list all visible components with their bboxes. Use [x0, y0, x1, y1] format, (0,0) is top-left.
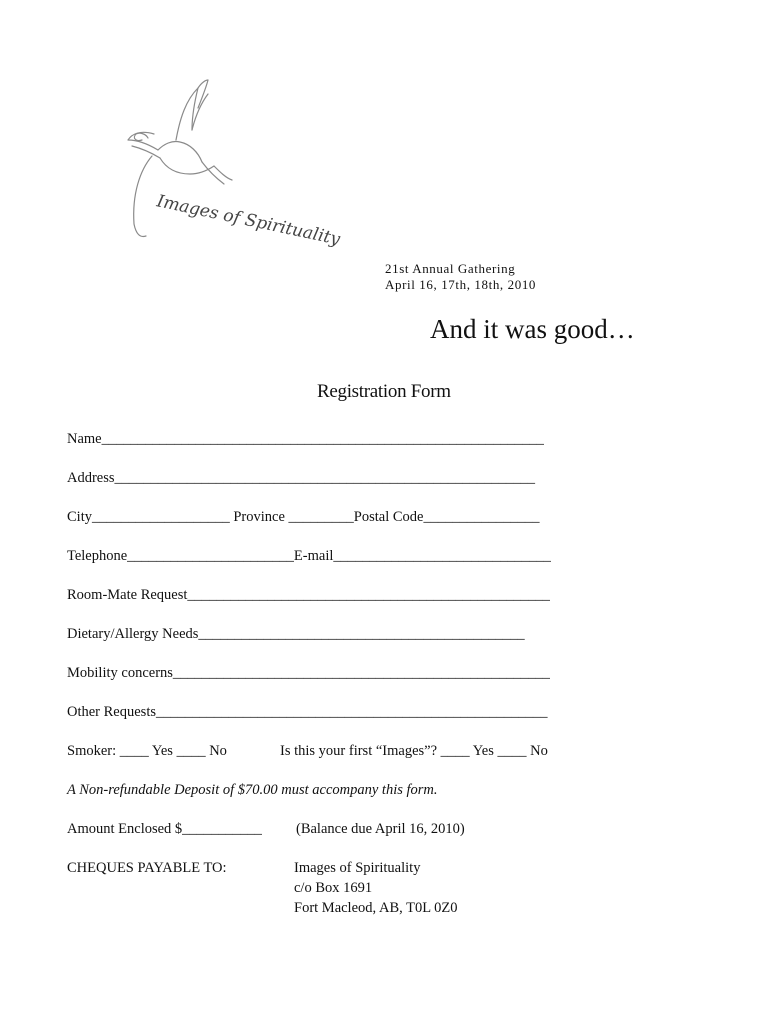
- cheques-payable-label: CHEQUES PAYABLE TO:: [67, 860, 227, 876]
- logo-text: Images of Spirituality: [154, 191, 342, 250]
- amount-enclosed-field[interactable]: Amount Enclosed $___________: [67, 821, 262, 837]
- dove-icon: [118, 74, 342, 250]
- dietary-allergy-field[interactable]: Dietary/Allergy Needs_____________________________________________: [67, 626, 525, 642]
- first-images-field[interactable]: Is this your first “Images”? ____ Yes ____ No: [280, 743, 548, 759]
- name-field[interactable]: Name_____________________________________________________________: [67, 431, 544, 447]
- mobility-concerns-field[interactable]: Mobility concerns____________________________________________________: [67, 665, 550, 681]
- balance-due-note: (Balance due April 16, 2010): [296, 821, 465, 837]
- smoker-field[interactable]: Smoker: ____ Yes ____ No: [67, 743, 227, 759]
- other-requests-field[interactable]: Other Requests______________________________________________________: [67, 704, 548, 720]
- telephone-email-field[interactable]: Telephone_______________________E-mail______________________________: [67, 548, 551, 564]
- payee-box: c/o Box 1691: [294, 880, 373, 896]
- tagline: And it was good…: [430, 314, 635, 344]
- address-field[interactable]: Address__________________________________________________________: [67, 470, 536, 486]
- city-province-postal-field[interactable]: City___________________ Province _________Postal Code________________: [67, 509, 540, 525]
- roommate-request-field[interactable]: Room-Mate Request__________________________________________________: [67, 587, 550, 603]
- form-title: Registration Form: [317, 381, 451, 402]
- deposit-note: A Non-refundable Deposit of $70.00 must accompany this form.: [67, 782, 438, 798]
- images-of-spirituality-logo: [118, 74, 342, 250]
- payee-name: Images of Spirituality: [294, 860, 421, 876]
- event-dates: April 16, 17th, 18th, 2010: [385, 277, 537, 292]
- payee-city: Fort Macleod, AB, T0L 0Z0: [294, 900, 458, 916]
- event-title: 21st Annual Gathering: [385, 261, 516, 276]
